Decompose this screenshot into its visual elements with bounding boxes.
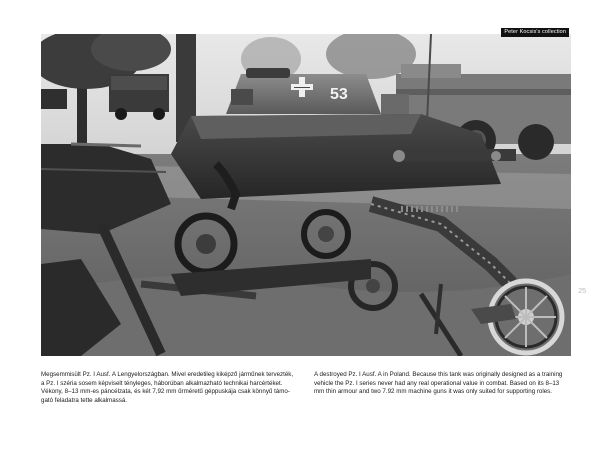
caption-line: a Pz. I széria sosem képviselt tényleges, háborúban alkalmazható technikai harcértéket. <box>41 379 283 387</box>
page-number: 25 <box>578 288 586 295</box>
turret-number: 53 <box>330 86 348 103</box>
caption-line: A destroyed Pz. I Ausf. A in Poland. Because this tank was originally designed as a training <box>314 371 563 378</box>
caption-line: mm thin armour and two 7.92 mm machine guns it was only suited for supporting roles. <box>314 388 552 396</box>
destroyed-tank-image <box>41 34 571 356</box>
caption-line: Vékony, 8–13 mm-es páncélzata, és két 7,92 mm űrméretű géppuskája csak könnyű támo- <box>41 388 290 396</box>
caption-line: gató feladatra tette alkalmassá. <box>41 396 127 404</box>
tank-photograph <box>41 34 571 356</box>
caption-line: Megsemmisült Pz. I Ausf. A Lengyelországban. Mivel eredetileg kiképző járműnek tervezték, <box>41 371 294 378</box>
caption-line: vehicle the Pz. I series never had any real operational value in combat. Based on its 8–13 <box>314 379 560 387</box>
caption-english <box>314 371 572 397</box>
photo-credit: Peter Kocsis's collection <box>501 28 569 37</box>
caption-hungarian <box>41 371 303 405</box>
